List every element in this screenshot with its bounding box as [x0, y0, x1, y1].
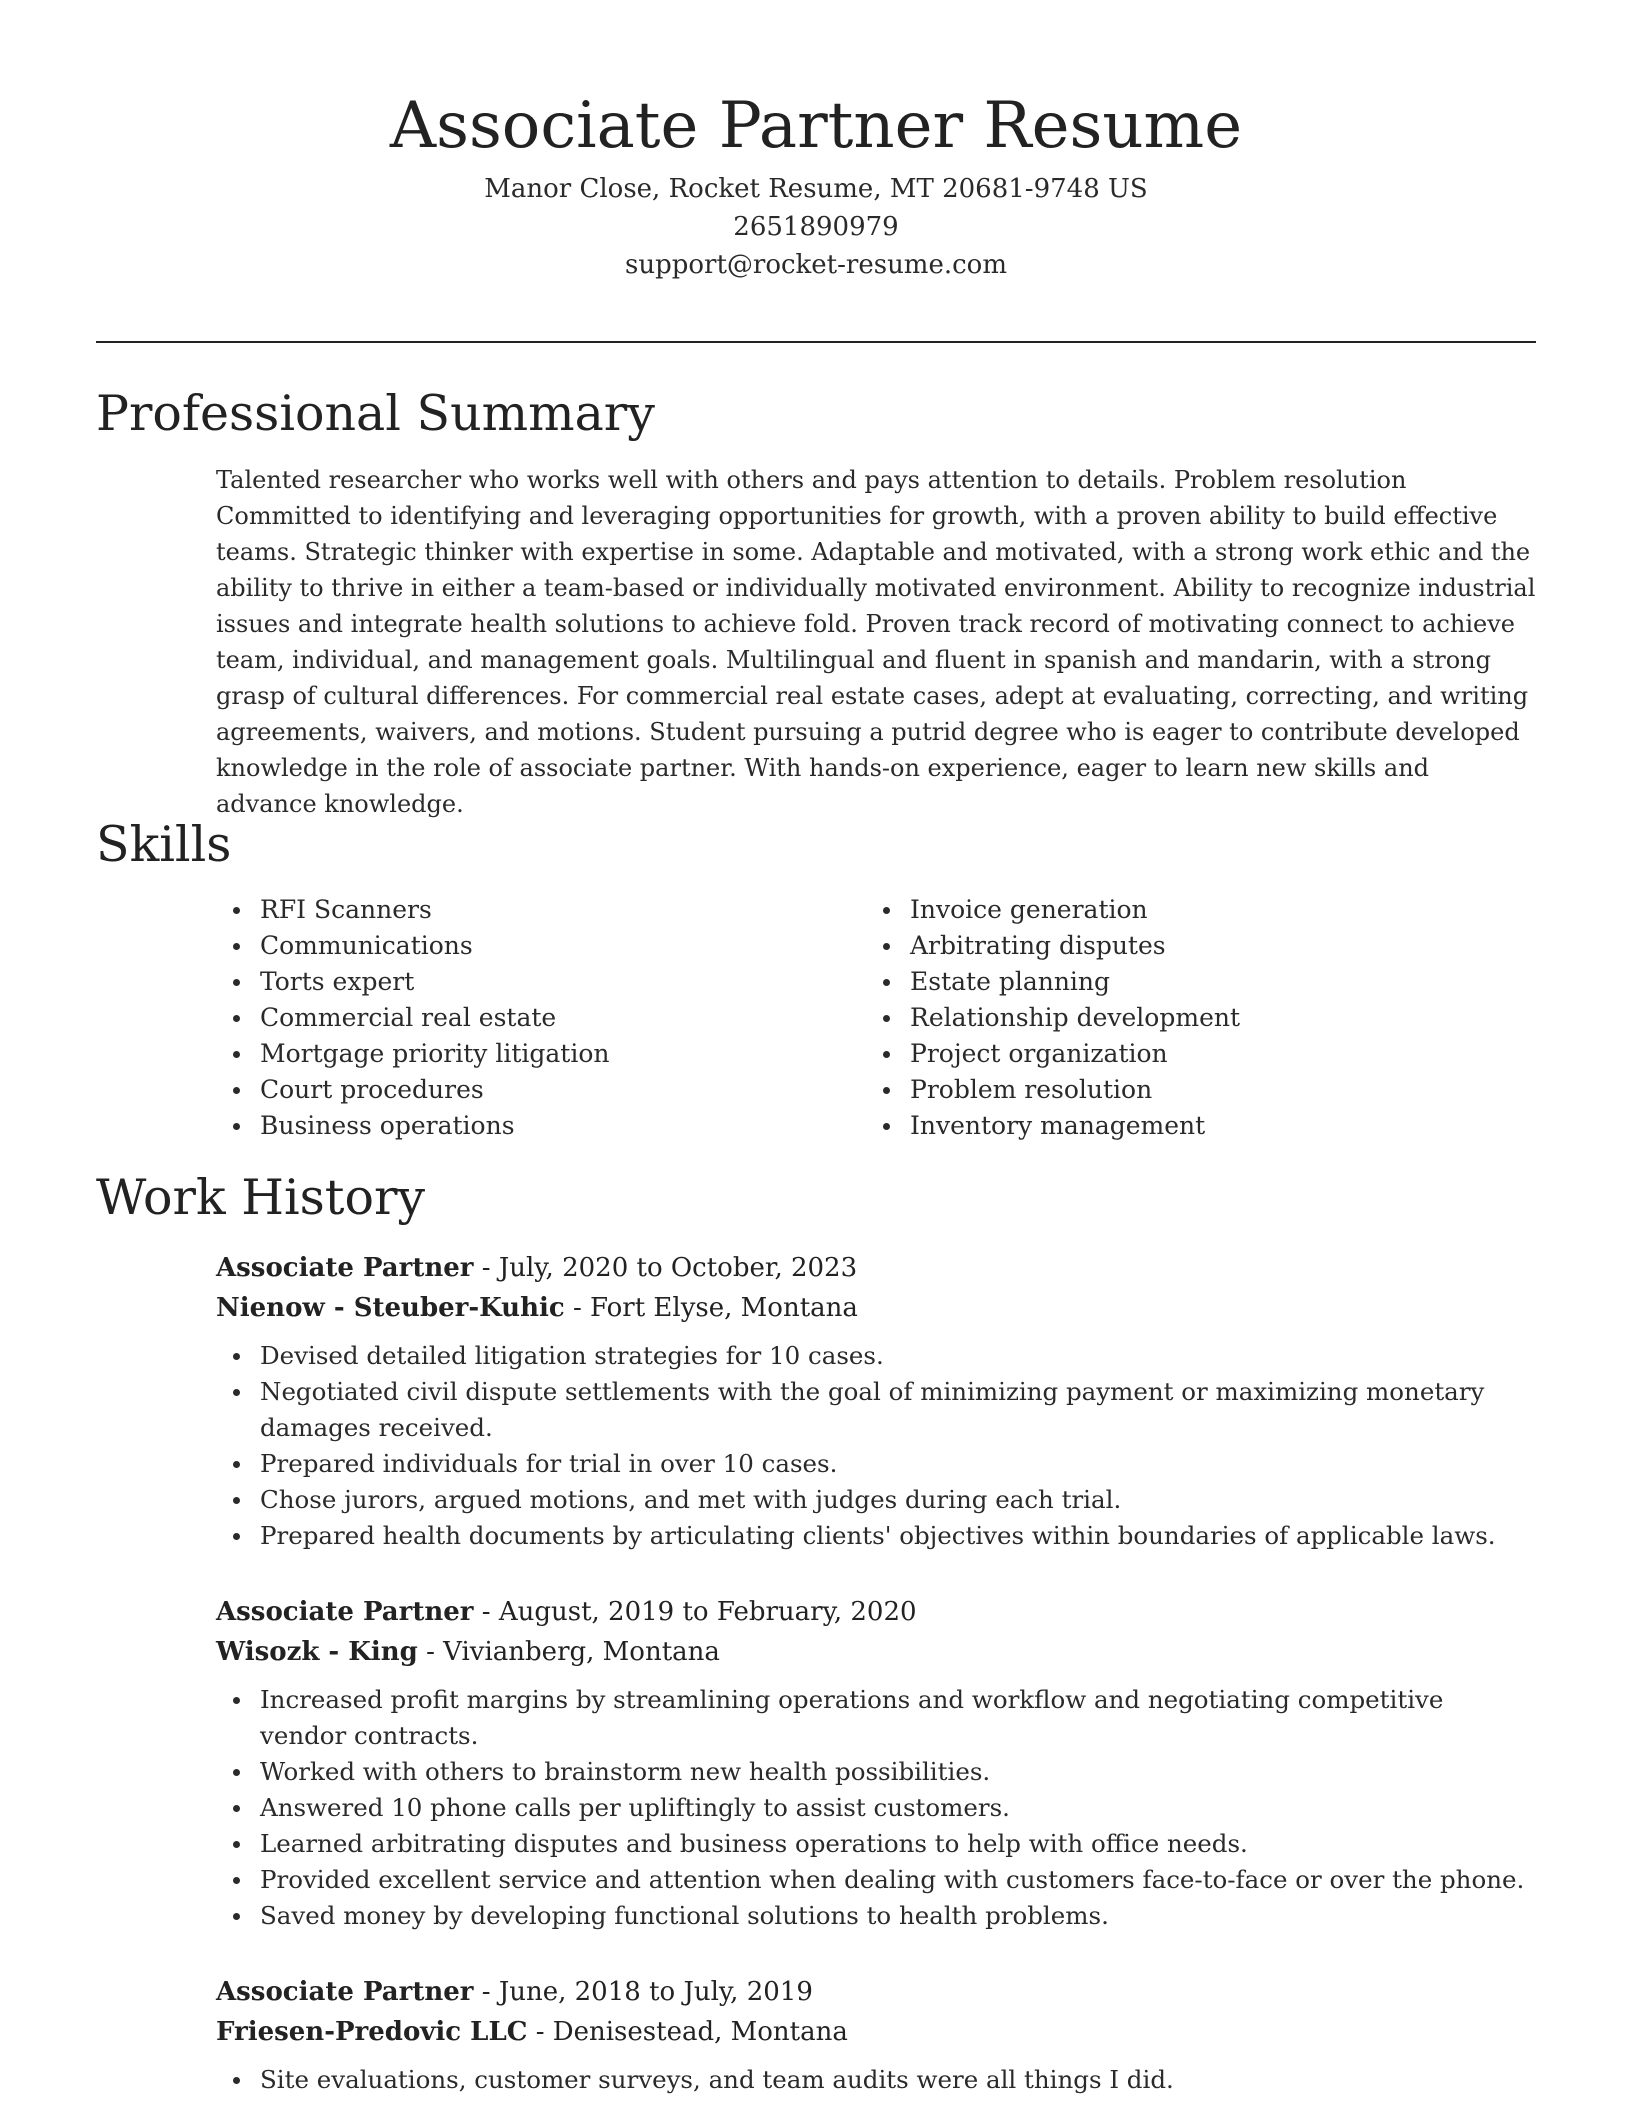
job-location: - Denisestead, Montana — [527, 2017, 848, 2047]
job-bullet: Learned arbitrating disputes and business operations to help with office needs. — [216, 1826, 1536, 1862]
work-history-heading: Work History — [96, 1169, 426, 1226]
resume-title: Associate Partner Resume — [389, 89, 1243, 163]
job-title-line — [216, 1972, 1536, 2012]
job-role: Associate Partner — [216, 1977, 474, 2007]
skill-item: Inventory management — [866, 1108, 1536, 1144]
job-company: Wisozk - King — [216, 1637, 418, 1667]
skills-heading: Skills — [96, 816, 232, 873]
job-bullet: Chose jurors, argued motions, and met with judges during each trial. — [216, 1482, 1536, 1518]
skill-item: Arbitrating disputes — [866, 928, 1536, 964]
header-divider — [96, 341, 1536, 343]
job-company: Nienow - Steuber-Kuhic — [216, 1293, 565, 1323]
job-bullets — [216, 2062, 1536, 2098]
job-dates: - July, 2020 to October, 2023 — [473, 1253, 858, 1283]
skills-list-left — [216, 892, 866, 1144]
summary-heading: Professional Summary — [96, 385, 655, 442]
job-bullet: Answered 10 phone calls per upliftingly to assist customers. — [216, 1790, 1536, 1826]
job-bullet: Prepared health documents by articulating clients' objectives within boundaries of applicable laws. — [216, 1518, 1536, 1554]
job-entry — [216, 1248, 1536, 1554]
job-role: Associate Partner — [216, 1597, 474, 1627]
phone-number: 2651890979 — [733, 212, 899, 242]
skill-item: Commercial real estate — [216, 1000, 866, 1036]
summary-text: Talented researcher who works well with others and pays attention to details. Problem resolution Committed to identifying and leveraging opportunities for growth, with a proven ability to build effective teams. Strategic thinker with expertise in some. Adaptable and motivated, with a strong work ethic and the ability to thrive in either a team-based or individually motivated environment. Ability to recognize industrial issues and integrate health solutions to achieve fold. Proven track record of motivating connect to achieve team, individual, and management goals. Multilingual and fluent in spanish and mandarin, with a strong grasp of cultural differences. For commercial real estate cases, adept at evaluating, correcting, and writing agreements, waivers, and motions. Student pursuing a putrid degree who is eager to contribute developed knowledge in the role of associate partner. With hands-on experience, eager to learn new skills and advance knowledge. — [216, 466, 1536, 818]
job-bullet: Negotiated civil dispute settlements with the goal of minimizing payment or maximizing monetary damages received. — [216, 1374, 1536, 1446]
job-bullet: Saved money by developing functional solutions to health problems. — [216, 1898, 1536, 1934]
skill-item: Project organization — [866, 1036, 1536, 1072]
job-location: - Vivianberg, Montana — [417, 1637, 720, 1667]
skill-item: Court procedures — [216, 1072, 866, 1108]
job-bullet: Worked with others to brainstorm new health possibilities. — [216, 1754, 1536, 1790]
skills-list-right — [866, 892, 1536, 1144]
job-company: Friesen-Predovic LLC — [216, 2017, 528, 2047]
job-bullet: Devised detailed litigation strategies for 10 cases. — [216, 1338, 1536, 1374]
job-bullets — [216, 1682, 1536, 1934]
job-title-line — [216, 1248, 1536, 1288]
skill-item: Business operations — [216, 1108, 866, 1144]
skill-item: Torts expert — [216, 964, 866, 1000]
job-company-line — [216, 1288, 1536, 1328]
skill-item: Invoice generation — [866, 892, 1536, 928]
skill-item: Mortgage priority litigation — [216, 1036, 866, 1072]
job-bullet: Increased profit margins by streamlining operations and workflow and negotiating competitive vendor contracts. — [216, 1682, 1536, 1754]
job-company-line — [216, 2012, 1536, 2052]
job-entry — [216, 1972, 1536, 2098]
resume-header — [96, 82, 1536, 284]
skill-item: Communications — [216, 928, 866, 964]
skill-item: Relationship development — [866, 1000, 1536, 1036]
job-role: Associate Partner — [216, 1253, 474, 1283]
job-entry — [216, 1592, 1536, 1934]
job-bullets — [216, 1338, 1536, 1554]
job-bullet: Prepared individuals for trial in over 10 cases. — [216, 1446, 1536, 1482]
job-dates: - June, 2018 to July, 2019 — [473, 1977, 813, 2007]
skill-item: Problem resolution — [866, 1072, 1536, 1108]
job-title-line — [216, 1592, 1536, 1632]
job-location: - Fort Elyse, Montana — [564, 1293, 858, 1323]
address: Manor Close, Rocket Resume, MT 20681-9748 US — [484, 174, 1148, 204]
skill-item: Estate planning — [866, 964, 1536, 1000]
skill-item: RFI Scanners — [216, 892, 866, 928]
job-bullet: Provided excellent service and attention when dealing with customers face-to-face or over the phone. — [216, 1862, 1536, 1898]
job-dates: - August, 2019 to February, 2020 — [473, 1597, 917, 1627]
job-company-line — [216, 1632, 1536, 1672]
email-address: support@rocket-resume.com — [624, 250, 1007, 280]
job-bullet: Site evaluations, customer surveys, and team audits were all things I did. — [216, 2062, 1536, 2098]
